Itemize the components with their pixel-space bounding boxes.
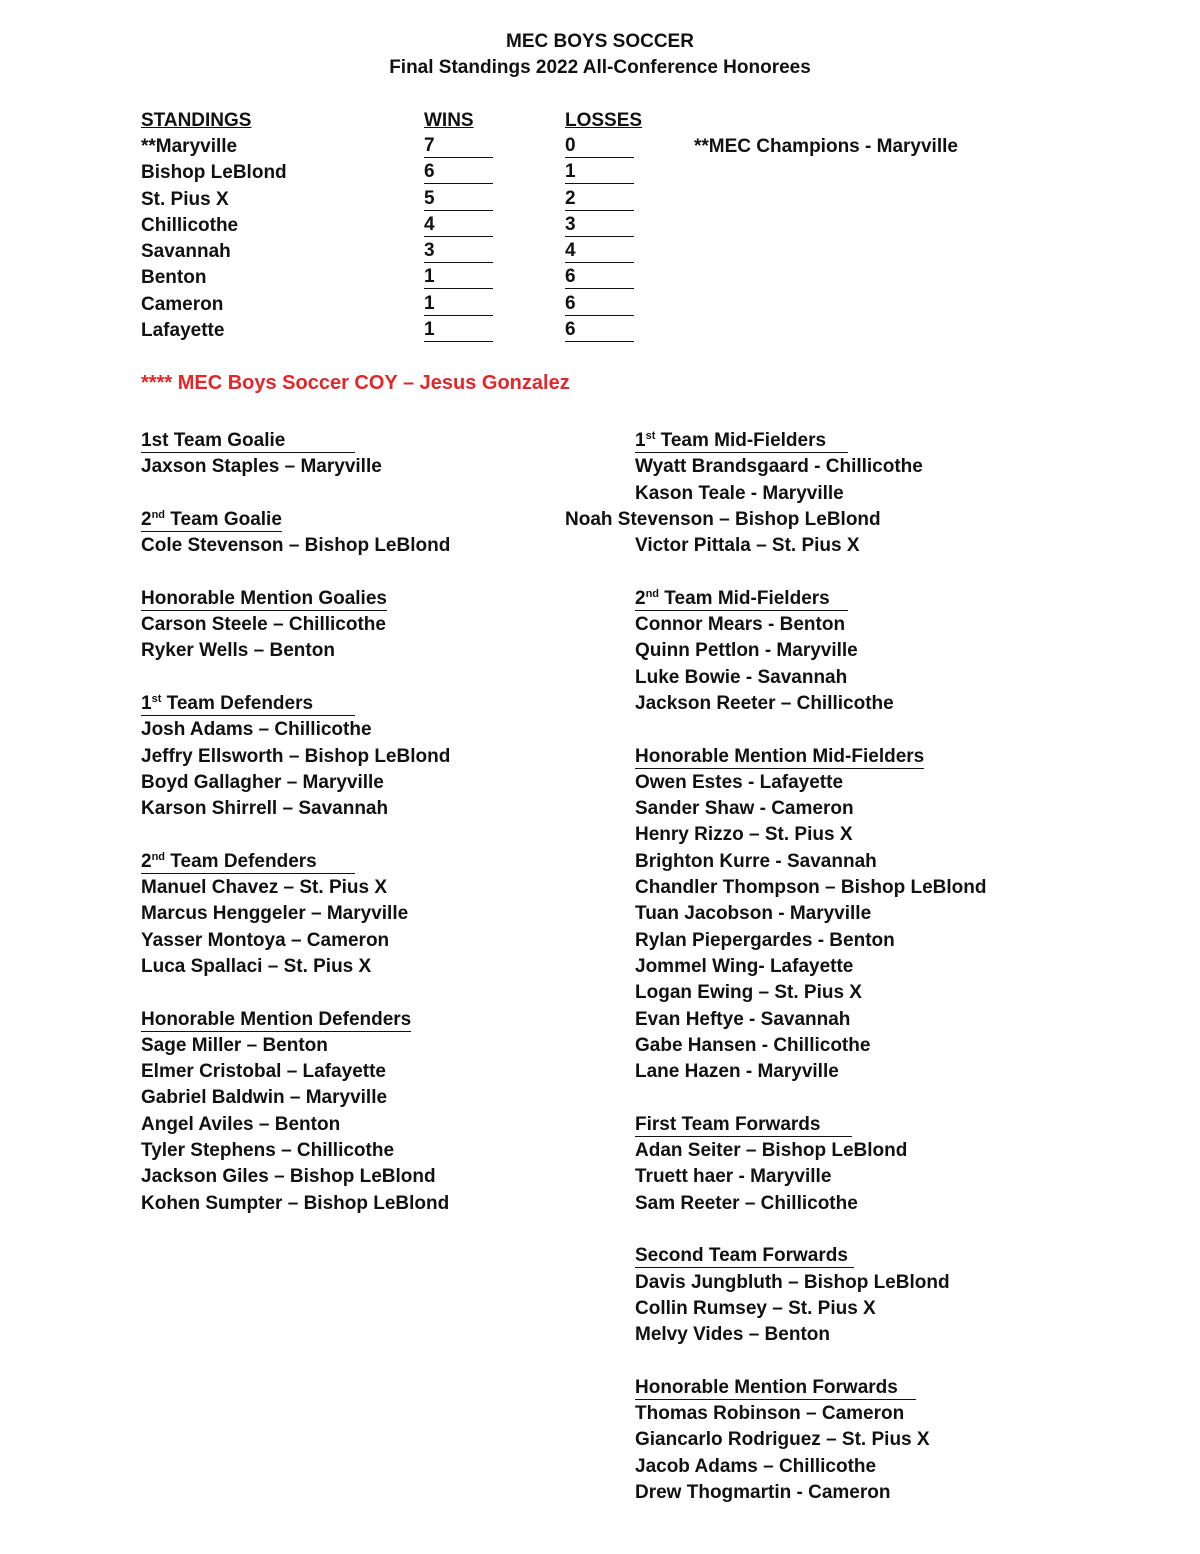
honors-section — [565, 428, 923, 559]
honoree-item: Kason Teale - Maryville — [635, 482, 844, 504]
standings-team: Benton — [141, 267, 207, 289]
honoree-item: Kohen Sumpter – Bishop LeBlond — [141, 1192, 450, 1214]
honoree-item: Boyd Gallagher – Maryville — [141, 771, 384, 793]
honors-section — [635, 744, 987, 1086]
honoree-item: Sam Reeter – Chillicothe — [635, 1192, 858, 1214]
honoree-item: Quinn Pettlon - Maryville — [635, 640, 858, 662]
standings-wins: 5 — [424, 189, 493, 211]
honoree-item: Truett haer - Maryville — [635, 1166, 832, 1188]
honoree-item: Thomas Robinson – Cameron — [635, 1403, 905, 1425]
honoree-item: Evan Heftye - Savannah — [635, 1008, 851, 1030]
honoree-item: Carson Steele – Chillicothe — [141, 614, 386, 636]
honors-section — [141, 428, 382, 481]
standings-header-losses: LOSSES — [565, 110, 643, 131]
standings-losses: 3 — [565, 215, 634, 237]
honoree-item: Josh Adams – Chillicothe — [141, 719, 372, 741]
standings-table — [141, 134, 661, 344]
honoree-item: Rylan Piepergardes - Benton — [635, 929, 895, 951]
honoree-item: Sage Miller – Benton — [141, 1034, 328, 1056]
honoree-item: Drew Thogmartin - Cameron — [635, 1481, 891, 1503]
honoree-item: Victor Pittala – St. Pius X — [635, 535, 860, 557]
standings-row — [141, 265, 661, 291]
honoree-item: Wyatt Brandsgaard - Chillicothe — [635, 456, 923, 478]
honoree-item: Jaxson Staples – Maryville — [141, 456, 382, 478]
document-subtitle: Final Standings 2022 All-Conference Honorees — [389, 57, 811, 78]
standings-wins: 3 — [424, 241, 493, 263]
standings-row — [141, 134, 661, 160]
honoree-item: Tyler Stephens – Chillicothe — [141, 1140, 395, 1162]
section-heading: Honorable Mention Mid-Fielders — [635, 745, 925, 767]
section-heading: Second Team Forwards — [635, 1243, 950, 1269]
honoree-item: Chandler Thompson – Bishop LeBlond — [635, 877, 987, 899]
honoree-item: Yasser Montoya – Cameron — [141, 929, 390, 951]
honoree-item: Jackson Giles – Bishop LeBlond — [141, 1166, 436, 1188]
honoree-item: Gabe Hansen - Chillicothe — [635, 1034, 871, 1056]
standings-team: Lafayette — [141, 320, 225, 342]
standings-losses: 6 — [565, 294, 634, 316]
standings-header-team: STANDINGS — [141, 110, 252, 131]
standings-header-wins: WINS — [424, 110, 474, 131]
honoree-item: Marcus Henggeler – Maryville — [141, 903, 409, 925]
honors-section — [141, 1007, 449, 1217]
champions-note: **MEC Champions - Maryville — [694, 136, 958, 157]
honoree-item: Gabriel Baldwin – Maryville — [141, 1087, 388, 1109]
section-heading: Honorable Mention Forwards — [635, 1375, 930, 1401]
honoree-item: Elmer Cristobal – Lafayette — [141, 1061, 386, 1083]
honoree-item: Karson Shirrell – Savannah — [141, 798, 389, 820]
standings-wins: 7 — [424, 136, 493, 158]
standings-team: Savannah — [141, 241, 231, 263]
standings-wins: 1 — [424, 320, 493, 342]
honors-section — [635, 1243, 950, 1348]
honoree-item: Owen Estes - Lafayette — [635, 771, 844, 793]
standings-wins: 1 — [424, 267, 493, 289]
section-heading: 2nd Team Defenders — [141, 849, 408, 875]
honoree-item: Henry Rizzo – St. Pius X — [635, 824, 853, 846]
standings-losses: 2 — [565, 189, 634, 211]
honoree-item: Tuan Jacobson - Maryville — [635, 903, 872, 925]
standings-team: Chillicothe — [141, 214, 239, 236]
honoree-item: Manuel Chavez – St. Pius X — [141, 877, 388, 899]
standings-losses: 6 — [565, 320, 634, 342]
standings-row — [141, 213, 661, 239]
standings-losses: 4 — [565, 241, 634, 263]
honoree-item: Sander Shaw - Cameron — [635, 798, 854, 820]
standings-wins: 6 — [424, 162, 493, 184]
honoree-item: Jommel Wing- Lafayette — [635, 955, 854, 977]
honoree-item: Collin Rumsey – St. Pius X — [635, 1297, 876, 1319]
standings-row — [141, 160, 661, 186]
section-heading: 1st Team Defenders — [141, 691, 450, 717]
honoree-item: Cole Stevenson – Bishop LeBlond — [141, 535, 451, 557]
standings-team: St. Pius X — [141, 188, 229, 210]
honoree-item: Lane Hazen - Maryville — [635, 1061, 839, 1083]
honoree-item: Giancarlo Rodriguez – St. Pius X — [635, 1429, 930, 1451]
honoree-item: Jacob Adams – Chillicothe — [635, 1455, 877, 1477]
standings-losses: 6 — [565, 267, 634, 289]
honoree-item: Melvy Vides – Benton — [635, 1324, 830, 1346]
honoree-item: Logan Ewing – St. Pius X — [635, 982, 862, 1004]
standings-losses: 0 — [565, 136, 634, 158]
standings-wins: 4 — [424, 215, 493, 237]
section-heading: 2nd Team Mid-Fielders — [635, 586, 894, 612]
standings-row — [141, 292, 661, 318]
section-heading: Honorable Mention Goalies — [141, 587, 387, 609]
standings-row — [141, 239, 661, 265]
honoree-item: Jackson Reeter – Chillicothe — [635, 692, 894, 714]
standings-row — [141, 187, 661, 213]
honors-section — [635, 586, 894, 717]
honoree-item: Brighton Kurre - Savannah — [635, 850, 877, 872]
coach-of-year: **** MEC Boys Soccer COY – Jesus Gonzalez — [141, 372, 570, 394]
section-heading: Honorable Mention Defenders — [141, 1008, 412, 1030]
honoree-item: Davis Jungbluth – Bishop LeBlond — [635, 1271, 950, 1293]
honors-section — [141, 586, 387, 665]
honoree-item: Noah Stevenson – Bishop LeBlond — [565, 508, 881, 530]
honoree-item: Connor Mears - Benton — [635, 614, 846, 636]
section-heading: 2nd Team Goalie — [141, 508, 282, 530]
honoree-item: Ryker Wells – Benton — [141, 640, 335, 662]
standings-wins: 1 — [424, 294, 493, 316]
section-heading: First Team Forwards — [635, 1112, 907, 1138]
standings-team: **Maryville — [141, 136, 238, 157]
standings-team: Cameron — [141, 293, 224, 315]
honors-section — [141, 691, 450, 822]
standings-row — [141, 318, 661, 344]
document-title: MEC BOYS SOCCER — [506, 31, 694, 52]
section-heading: 1st Team Mid-Fielders — [635, 428, 923, 454]
honoree-item: Jeffry Ellsworth – Bishop LeBlond — [141, 745, 451, 767]
honors-section — [141, 507, 450, 560]
honoree-item: Adan Seiter – Bishop LeBlond — [635, 1140, 908, 1162]
honors-section — [635, 1375, 930, 1506]
honoree-item: Angel Aviles – Benton — [141, 1113, 341, 1135]
honoree-item: Luke Bowie - Savannah — [635, 666, 848, 688]
standings-losses: 1 — [565, 162, 634, 184]
section-heading: 1st Team Goalie — [141, 428, 382, 454]
honors-section — [635, 1112, 907, 1217]
standings-team: Bishop LeBlond — [141, 162, 287, 184]
honoree-item: Luca Spallaci – St. Pius X — [141, 955, 372, 977]
honors-section — [141, 849, 408, 980]
